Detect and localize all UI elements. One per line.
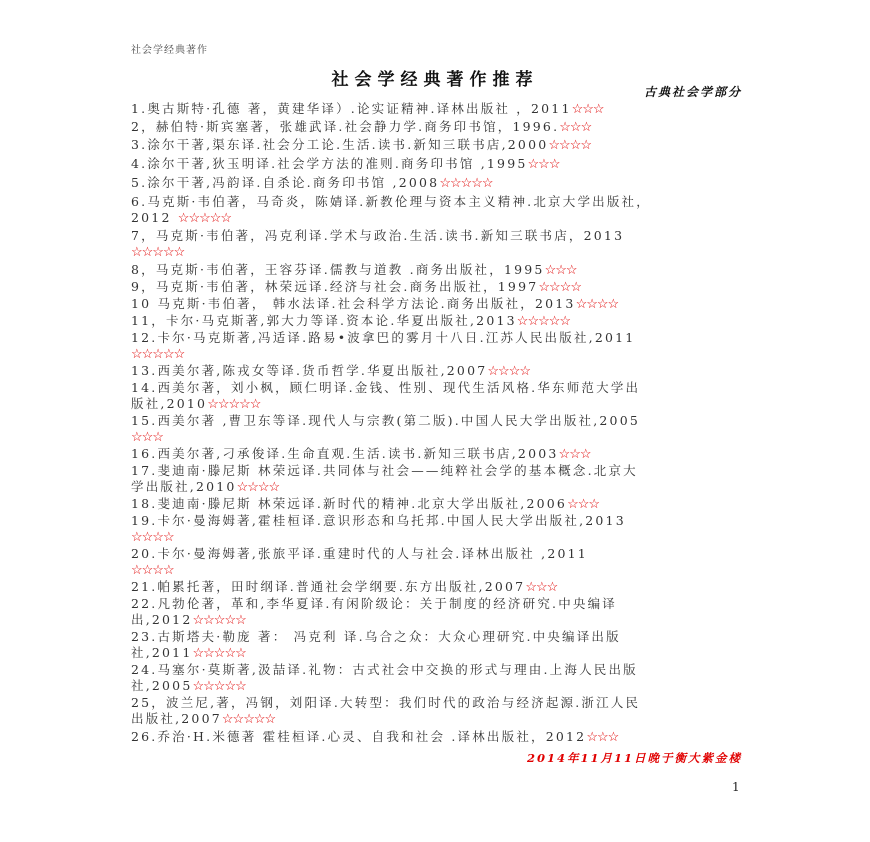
- book-entry-line: [131, 156, 746, 172]
- book-entry-line: [131, 596, 746, 612]
- rating-stars-icon: ☆☆☆: [131, 430, 163, 445]
- book-entry: [131, 194, 746, 226]
- rating-stars-icon: ☆☆☆: [567, 497, 600, 512]
- book-entry: [131, 629, 746, 661]
- book-entry: [131, 579, 746, 595]
- book-entry: [131, 279, 746, 295]
- rating-stars-icon: ☆☆☆☆☆: [439, 176, 493, 191]
- book-entry-text: 14.西美尔著，刘小枫，顾仁明译.金钱、性别、现代生活风格.华东师范大学出: [131, 380, 641, 395]
- book-entry-line: [131, 546, 746, 562]
- page-title: 社会学经典著作推荐: [331, 70, 539, 90]
- book-entry-line: [131, 612, 746, 628]
- signature-date: 2014年11月11日晚于衡大紫金楼: [526, 751, 742, 765]
- book-entry: [131, 330, 746, 362]
- book-entry-line: [131, 279, 746, 295]
- book-entry-line: [131, 396, 746, 412]
- book-entry-text: 26.乔治·H.米德著 霍桂桓译.心灵、自我和社会 .译林出版社，2012: [131, 729, 587, 744]
- book-entry: [131, 463, 746, 495]
- book-entry-line: [131, 380, 746, 396]
- book-entry: [131, 446, 746, 462]
- book-entry-line: [131, 101, 746, 117]
- book-entry-text: 21.帕累托著，田时纲译.普通社会学纲要.东方出版社,2007: [131, 579, 526, 594]
- book-entry-text: 版社,2010: [131, 396, 208, 411]
- book-entry: [131, 262, 746, 278]
- book-entry-text: 4.涂尔干著,狄玉明译.社会学方法的准则.商务印书馆 ,1995: [131, 156, 528, 171]
- rating-stars-icon: ☆☆☆☆☆: [516, 314, 571, 329]
- book-entry-text: 10 马克斯·韦伯著， 韩水法译.社会科学方法论.商务出版社，2013: [131, 296, 576, 311]
- book-entry-line: [131, 645, 746, 661]
- book-entry-text: 17.斐迪南·滕尼斯 林荣远译.共同体与社会——纯粹社会学的基本概念.北京大: [131, 463, 638, 478]
- book-entry-text: 3.涂尔干著,渠东译.社会分工论.生活.读书.新知三联书店,2000: [131, 137, 549, 152]
- book-entry-text: 2，赫伯特·斯宾塞著，张雄武译.社会静力学.商务印书馆，1996.: [131, 119, 560, 134]
- book-entry: [131, 729, 746, 745]
- rating-stars-icon: ☆☆☆: [544, 263, 577, 278]
- book-entry-text: 19.卡尔·曼海姆著,霍桂桓译.意识形态和乌托邦.中国人民大学出版社,2013: [131, 513, 626, 528]
- rating-stars-icon: ☆☆☆☆☆: [221, 712, 276, 727]
- book-entry-text: 25，波兰尼,著，冯钢，刘阳译.大转型：我们时代的政治与经济起源.浙江人民: [131, 695, 641, 710]
- book-entry: [131, 137, 746, 153]
- book-entry: [131, 313, 746, 329]
- book-entry-line: [131, 330, 746, 346]
- book-entry-text: 13.西美尔著,陈戎女等译.货币哲学.华夏出版社,2007: [131, 363, 488, 378]
- rating-stars-icon: ☆☆☆☆☆: [177, 211, 232, 226]
- book-entry-line: [131, 228, 746, 244]
- book-entry-line: [131, 119, 746, 135]
- rating-stars-icon: ☆☆☆: [571, 102, 604, 117]
- running-header: 社会学经典著作: [131, 45, 208, 56]
- rating-stars-icon: ☆☆☆☆☆: [192, 613, 246, 628]
- rating-stars-icon: ☆☆☆: [586, 730, 619, 745]
- book-entry-line: [131, 346, 746, 362]
- book-entry-line: [131, 262, 746, 278]
- book-entry: [131, 119, 746, 135]
- book-entry-line: [131, 137, 746, 153]
- book-entry: [131, 156, 746, 172]
- book-entry: [131, 546, 746, 578]
- book-entry-line: [131, 678, 746, 694]
- rating-stars-icon: ☆☆☆☆: [487, 364, 531, 379]
- book-entry-text: 社,2005: [131, 678, 193, 693]
- book-entry-text: 16.西美尔著,刁承俊译.生命直观.生活.读书.新知三联书店,2003: [131, 446, 559, 461]
- book-entry-text: 15.西美尔著 ,曹卫东等译.现代人与宗教(第二版).中国人民大学出版社,2005: [131, 413, 641, 428]
- rating-stars-icon: ☆☆☆☆☆: [207, 397, 261, 412]
- book-entry-text: 学出版社,2010: [131, 479, 237, 494]
- rating-stars-icon: ☆☆☆☆☆: [131, 245, 185, 260]
- book-entry: [131, 662, 746, 694]
- book-entry-line: [131, 496, 746, 512]
- rating-stars-icon: ☆☆☆: [559, 120, 592, 135]
- book-entry-line: [131, 579, 746, 595]
- book-entry-line: [131, 175, 746, 191]
- rating-stars-icon: ☆☆☆☆: [131, 563, 174, 578]
- book-entry-line: [131, 729, 746, 745]
- book-entry-text: 22.凡勃伦著，革和,李华夏译.有闲阶级论：关于制度的经济研究.中央编译: [131, 596, 618, 611]
- book-entry-line: [131, 513, 746, 529]
- book-entry-text: 11，卡尔·马克斯著,郭大力等译.资本论.华夏出版社,2013: [131, 313, 517, 328]
- book-entry-line: [131, 695, 746, 711]
- book-entry: [131, 596, 746, 628]
- rating-stars-icon: ☆☆☆: [558, 447, 591, 462]
- book-entry-text: 社,2011: [131, 645, 193, 660]
- book-entry: [131, 413, 746, 445]
- book-entry-text: 23.古斯塔夫·勒庞 著： 冯克利 译.乌合之众：大众心理研究.中央编译出版: [131, 629, 621, 644]
- book-entry: [131, 363, 746, 379]
- book-entry-text: 18.斐迪南·滕尼斯 林荣远译.新时代的精神.北京大学出版社,2006: [131, 496, 568, 511]
- book-entry-line: [131, 194, 746, 210]
- book-entry-line: [131, 313, 746, 329]
- book-entry-text: 2012: [131, 210, 178, 225]
- book-entry-text: 出版社,2007: [131, 711, 222, 726]
- book-entry-text: 1.奥古斯特·孔德 著，黄建华译）.论实证精神.译林出版社 ，2011: [131, 101, 572, 116]
- section-subtitle: 古典社会学部分: [643, 85, 742, 99]
- book-entry-line: [131, 244, 746, 260]
- book-entry-line: [131, 429, 746, 445]
- book-entry: [131, 496, 746, 512]
- book-entry-text: 6.马克斯·韦伯著，马奇炎，陈婧译.新教伦理与资本主义精神.北京大学出版社，: [131, 194, 651, 209]
- book-entry-line: [131, 413, 746, 429]
- rating-stars-icon: ☆☆☆☆: [575, 297, 619, 312]
- book-entry-line: [131, 479, 746, 495]
- book-entry: [131, 695, 746, 727]
- book-entry-text: 9，马克斯·韦伯著，林荣远译.经济与社会.商务出版社，1997: [131, 279, 539, 294]
- book-entry-line: [131, 562, 746, 578]
- rating-stars-icon: ☆☆☆☆: [548, 138, 592, 153]
- book-entry-text: 8，马克斯·韦伯著，王容芬译.儒教与道教 .商务出版社，1995: [131, 262, 545, 277]
- rating-stars-icon: ☆☆☆☆☆: [192, 679, 246, 694]
- book-entry-text: 出,2012: [131, 612, 193, 627]
- rating-stars-icon: ☆☆☆☆☆: [131, 347, 185, 362]
- rating-stars-icon: ☆☆☆☆☆: [192, 646, 246, 661]
- book-entry-line: [131, 662, 746, 678]
- book-entry-text: 12.卡尔·马克斯著,冯适译.路易•波拿巴的雾月十八日.江苏人民出版社,2011: [131, 330, 636, 345]
- book-entry-line: [131, 296, 746, 312]
- rating-stars-icon: ☆☆☆☆: [538, 280, 582, 295]
- book-entry: [131, 296, 746, 312]
- rating-stars-icon: ☆☆☆: [527, 157, 560, 172]
- book-entry: [131, 175, 746, 191]
- book-entry: [131, 513, 746, 545]
- book-entry: [131, 101, 746, 117]
- book-entry-text: 24.马塞尔·莫斯著,汲喆译.礼物：古式社会中交换的形式与理由.上海人民出版: [131, 662, 638, 677]
- page-number: 1: [732, 780, 740, 794]
- book-entry-text: 20.卡尔·曼海姆著,张旅平译.重建时代的人与社会.译林出版社 ,2011: [131, 546, 588, 561]
- book-entry-text: 5.涂尔干著,冯韵译.自杀论.商务印书馆 ,2008: [131, 175, 440, 190]
- book-entry-line: [131, 446, 746, 462]
- book-entry-line: [131, 363, 746, 379]
- rating-stars-icon: ☆☆☆☆: [131, 530, 174, 545]
- book-entry-line: [131, 629, 746, 645]
- book-entry: [131, 228, 746, 260]
- book-entry-line: [131, 210, 746, 226]
- book-entry-line: [131, 711, 746, 727]
- book-entry-line: [131, 529, 746, 545]
- rating-stars-icon: ☆☆☆: [525, 580, 558, 595]
- rating-stars-icon: ☆☆☆☆: [236, 480, 280, 495]
- book-entry-line: [131, 463, 746, 479]
- book-entry: [131, 380, 746, 412]
- book-entry-text: 7，马克斯·韦伯著，冯克利译.学术与政治.生活.读书.新知三联书店，2013: [131, 228, 625, 243]
